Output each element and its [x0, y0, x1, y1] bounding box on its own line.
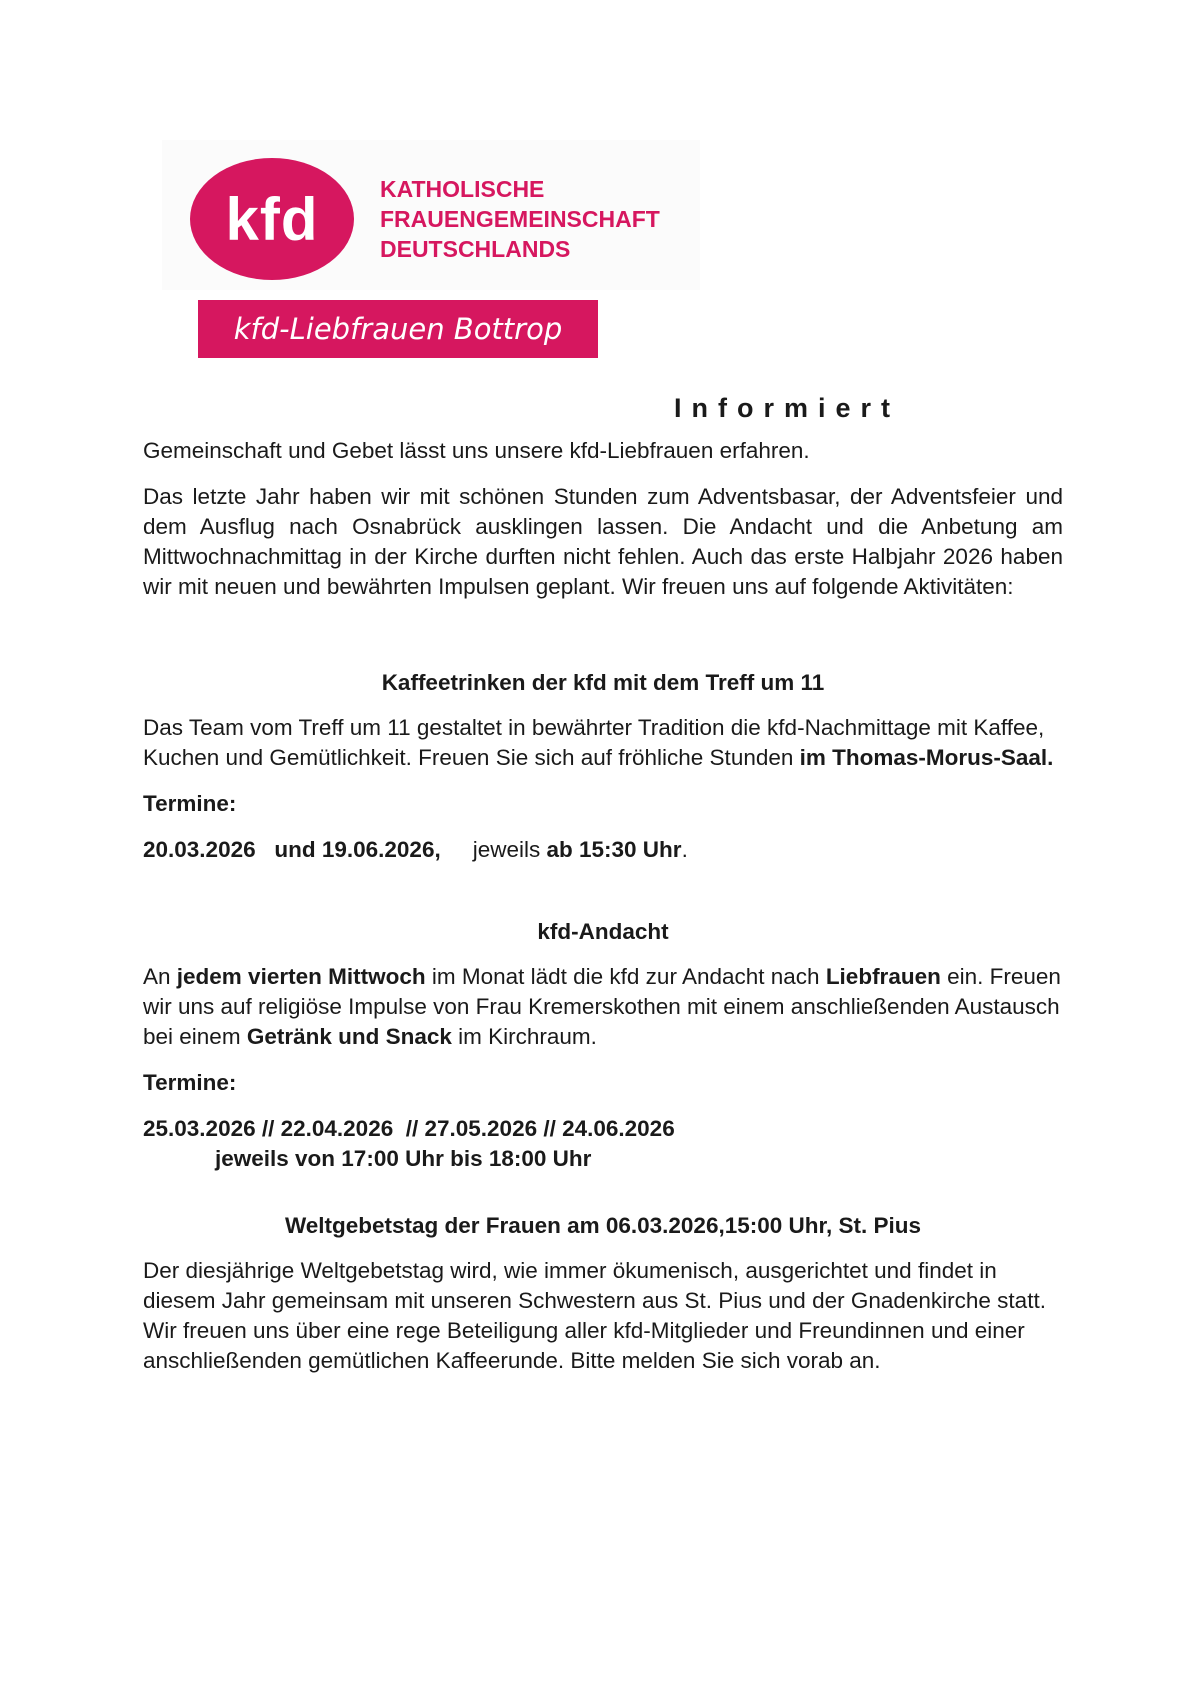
document-body [143, 393, 1063, 1376]
kaffeetrinken-dates: 20.03.2026 und 19.06.2026, jeweils ab 15:30 Uhr. [143, 837, 688, 862]
logo-line: KATHOLISCHE [380, 176, 545, 202]
intro-paragraph: Das letzte Jahr haben wir mit schönen Stunden zum Adventsbasar, der Adventsfeier und dem Ausflug nach Osnabrück ausklingen lassen. Die Andacht und die Anbetung am Mittwochnachmittag in der Kirche durften nicht fehlen. Auch das erste Halbjahr 2026 haben wir mit neuen und bewährten Impulsen geplant. Wir freuen uns auf folgende Aktivitäten: [143, 484, 1063, 599]
andacht-times: jeweils von 17:00 Uhr bis 18:00 Uhr [215, 1146, 592, 1171]
kfd-logo-mark: kfd [190, 158, 354, 280]
kfd-logo-wordmark [380, 174, 660, 264]
section-heading-andacht: kfd-Andacht [537, 919, 669, 944]
andacht-dates: 25.03.2026 // 22.04.2026 // 27.05.2026 // 24.06.2026 [143, 1116, 675, 1141]
intro-text: Gemeinschaft und Gebet lässt uns unsere kfd-Liebfrauen erfahren. [143, 438, 810, 463]
kfd-logo [162, 140, 700, 290]
andacht-text: An jedem vierten Mittwoch im Monat lädt die kfd zur Andacht nach Liebfrauen ein. Freuen wir uns auf religiöse Impulse von Frau Kremerskothen mit einem anschließenden Austausch bei einem Getränk und Snack im Kirchraum. [143, 964, 1061, 1049]
section-heading-weltgebetstag: Weltgebetstag der Frauen am 06.03.2026,15:00 Uhr, St. Pius [284, 1213, 922, 1238]
termine-label: Termine: [143, 1070, 237, 1095]
weltgebetstag-text: Der diesjährige Weltgebetstag wird, wie immer ökumenisch, ausgerichtet und findet in diesem Jahr gemeinsam mit unseren Schwestern aus St. Pius und der Gnadenkirche statt. Wir freuen uns über eine rege Beteiligung aller kfd-Mitglieder und Freundinnen und einer anschließenden gemütlichen Kaffeerunde. Bitte melden Sie sich vorab an. [143, 1258, 1046, 1373]
page-title: Informiert [673, 393, 900, 423]
logo-line: FRAUENGEMEINSCHAFT [380, 206, 660, 232]
group-banner: kfd-Liebfrauen Bottrop [198, 300, 598, 358]
kaffeetrinken-text: Das Team vom Treff um 11 gestaltet in bewährter Tradition die kfd-Nachmittage mit Kaffee, Kuchen und Gemütlichkeit. Freuen Sie sich auf fröhliche Stunden im Thomas-Morus-Saal. [143, 715, 1054, 770]
termine-label: Termine: [143, 791, 237, 816]
logo-line: DEUTSCHLANDS [380, 236, 571, 262]
section-heading-kaffeetrinken: Kaffeetrinken der kfd mit dem Treff um 11 [381, 670, 825, 695]
